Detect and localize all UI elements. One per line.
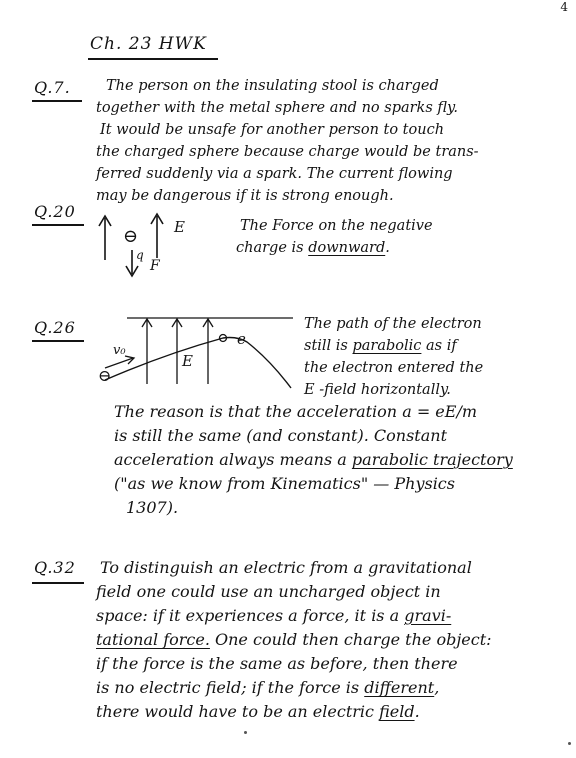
- q26-body-line: is still the same (and constant). Constant: [114, 426, 447, 445]
- q26-side-line: The path of the electron: [304, 316, 482, 332]
- question-underline-26: [32, 340, 84, 342]
- page-title: Ch. 23 HWK: [90, 34, 207, 54]
- q32-line: [96, 630, 492, 649]
- q32-underlined-tational: tational force.: [96, 630, 210, 649]
- q32-prefix: there would have to be an electric: [96, 702, 380, 721]
- q20-underlined-answer: downward: [308, 240, 386, 256]
- question-label-32: Q.32: [34, 558, 76, 577]
- q26-body-line: [114, 450, 513, 469]
- question-underline-7: [32, 100, 82, 102]
- velocity-label: v₀: [113, 343, 126, 358]
- q32-suffix: One could then charge the object:: [209, 630, 492, 649]
- q26-body-prefix: acceleration always means a: [114, 450, 352, 469]
- q26-body-line: The reason is that the acceleration a = eE/m: [114, 402, 478, 421]
- q26-side-prefix: still is: [304, 338, 353, 354]
- question-underline-20: [32, 224, 84, 226]
- q20-text-line: The Force on the negative: [240, 218, 433, 234]
- negative-charge-symbol: ⊖: [123, 226, 139, 247]
- q7-line: ferred suddenly via a spark. The current flowing: [96, 166, 453, 182]
- force-on-charge-diagram: [95, 210, 185, 280]
- q20-text-prefix: charge is: [236, 240, 309, 256]
- question-underline-32: [32, 582, 84, 584]
- negative-charge-symbol: ⊖: [98, 366, 112, 385]
- field-label-e: E: [182, 352, 193, 370]
- electron-label: e: [237, 330, 246, 348]
- q32-line: To distinguish an electric from a gravitational: [100, 558, 472, 577]
- q32-prefix: is no electric field; if the force is: [96, 678, 365, 697]
- q26-underlined-parabolic: parabolic: [352, 338, 422, 354]
- q26-underlined-trajectory: parabolic trajectory: [351, 450, 513, 469]
- question-label-7: Q.7.: [34, 78, 71, 97]
- q7-line: the charged sphere because charge would be trans-: [96, 144, 479, 160]
- question-label-20: Q.20: [34, 202, 76, 221]
- q32-underlined-different: different: [364, 678, 435, 697]
- q7-line: The person on the insulating stool is charged: [106, 78, 439, 94]
- force-label-f: F: [150, 258, 160, 274]
- q32-line: field one could use an uncharged object in: [96, 582, 441, 601]
- q26-body-line: 1307).: [126, 498, 179, 517]
- q32-line: [96, 678, 439, 697]
- electron-path-diagram: [95, 314, 295, 414]
- q32-underlined-gravi: gravi-: [404, 606, 452, 625]
- q7-line: together with the metal sphere and no sparks fly.: [96, 100, 458, 116]
- q32-line: if the force is the same as before, then there: [96, 654, 458, 673]
- q32-prefix: space: if it experiences a force, it is a: [96, 606, 405, 625]
- q7-line: It would be unsafe for another person to touch: [100, 122, 445, 138]
- q32-underlined-field: field: [379, 702, 415, 721]
- q32-line: [96, 606, 451, 625]
- question-label-26: Q.26: [34, 318, 76, 337]
- q26-side-line: [304, 338, 457, 354]
- q26-body-line: ("as we know from Kinematics" — Physics: [114, 474, 455, 493]
- q7-line: may be dangerous if it is strong enough.: [96, 188, 394, 204]
- q26-side-suffix: as if: [421, 338, 457, 354]
- charge-label-q: q: [136, 248, 144, 262]
- scan-speck: [244, 731, 247, 734]
- q32-line: [96, 702, 420, 721]
- q26-side-line: E -field horizontally.: [304, 382, 451, 398]
- page-number: 4: [560, 0, 568, 14]
- scan-speck: [568, 742, 571, 745]
- field-label-e: E: [174, 218, 185, 236]
- q32-suffix: ,: [434, 678, 440, 697]
- q32-suffix: .: [414, 702, 420, 721]
- title-underline: [88, 58, 218, 60]
- q20-text-line: [236, 240, 390, 256]
- electron-trajectory: [105, 338, 291, 389]
- q20-text-suffix: .: [385, 240, 390, 256]
- q26-side-line: the electron entered the: [304, 360, 484, 376]
